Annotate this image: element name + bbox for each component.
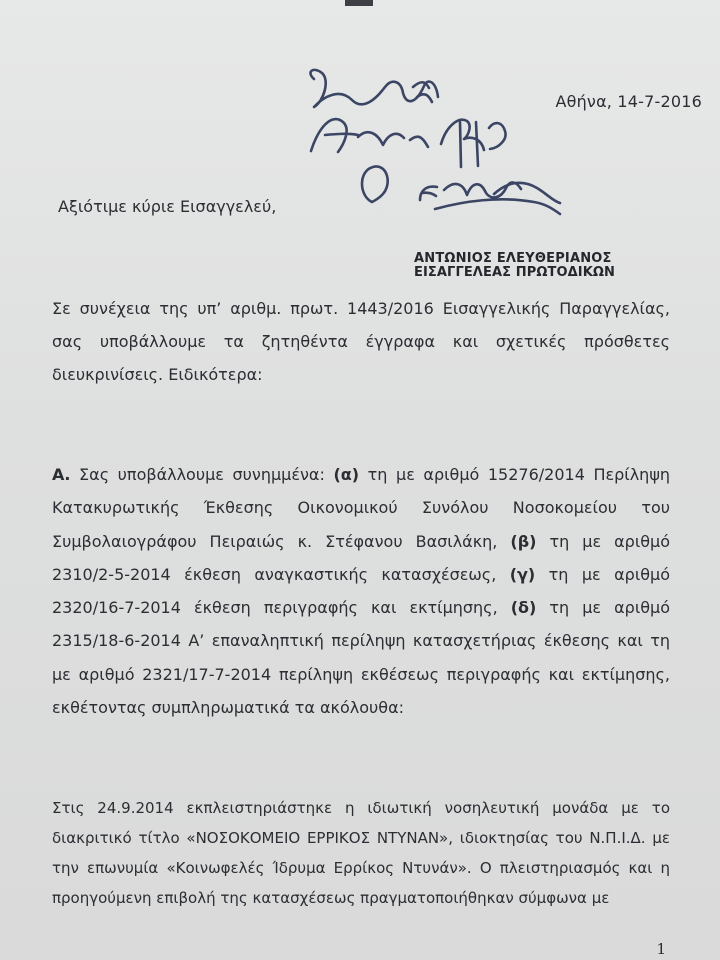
item-marker-d: (δ) [510,598,537,618]
salutation: Αξιότιμε κύριε Εισαγγελεύ, [58,197,277,216]
document-date: Αθήνα, 14-7-2016 [555,92,702,111]
signature-name: ΑΝΤΩΝΙΟΣ ΕΛΕΥΘΕΡΙΑΝΟΣ [414,251,612,266]
attachments-text-1: Σας υποβάλλουμε συνημμένα: [70,465,334,484]
paragraph-auction-text: Στις 24.9.2014 εκπλειστηριάστηκε η ιδιωτική νοσηλευτική μονάδα με το διακριτικό τίτλο «ΝΟΣΟΚΟΜΕΙΟ ΕΡΡΙΚΟΣ ΝΤΥΝΑΝ», ιδιοκτησίας του Ν.Π.Ι.Δ. με την επωνυμία «Κοινωφελές Ίδρυμα Ερρίκος Ντυνάν». Ο πλειστηριασμός και η προηγούμενη επιβολή της κατασχέσεως πραγματοποιήθηκαν σύμφωνα με [52,799,670,907]
page-number: 1 [656,940,666,958]
section-marker-a: Α. [52,465,71,484]
paragraph-auction [52,793,670,913]
paragraph-intro-text: Σε συνέχεια της υπ’ αριθμ. πρωτ. 1443/2016 Εισαγγελικής Παραγγελίας, σας υποβάλλουμε τα ζητηθέντα έγγραφα και σχετικές πρόσθετες διευκρινίσεις. Ειδικότερα: [52,299,670,384]
attachments-text-4: τη με αριθμό 2320/16-7-2014 έκθεση περιγραφής και εκτίμησης, [52,564,671,618]
paragraph-intro [52,292,670,391]
signature-role: ΕΙΣΑΓΓΕΛΕΑΣ ΠΡΩΤΟΔΙΚΩΝ [414,265,615,280]
attachments-text-5: τη με αριθμό 2315/18-6-2014 Α’ επαναληπτική περίληψη κατασχετήριας έκθεσης και τη με αριθμό 2321/17-7-2014 περίληψη εκθέσεως περιγραφής και εκτίμησης, εκθέτοντας συμπληρωματικά τα ακόλουθα: [52,598,671,718]
item-marker-b: (β) [510,531,537,551]
signature-block [414,252,654,280]
attachments-text-3: τη με αριθμό 2310/2-5-2014 έκθεση αναγκαστικής κατασχέσεως, [52,531,671,584]
item-marker-c: (γ) [509,564,536,584]
handwritten-note [296,64,566,239]
paragraph-attachments-text [52,458,670,724]
top-mark [345,0,373,6]
item-marker-a: (α) [333,465,360,484]
attachments-text-2: τη με αριθμό 15276/2014 Περίληψη Κατακυρωτικής Έκθεσης Οικονομικού Συνόλου Νοσοκομείου του Συμβολαιογράφου Πειραιώς κ. Στέφανου Βασιλάκη, [52,465,671,551]
paragraph-attachments [52,458,670,724]
